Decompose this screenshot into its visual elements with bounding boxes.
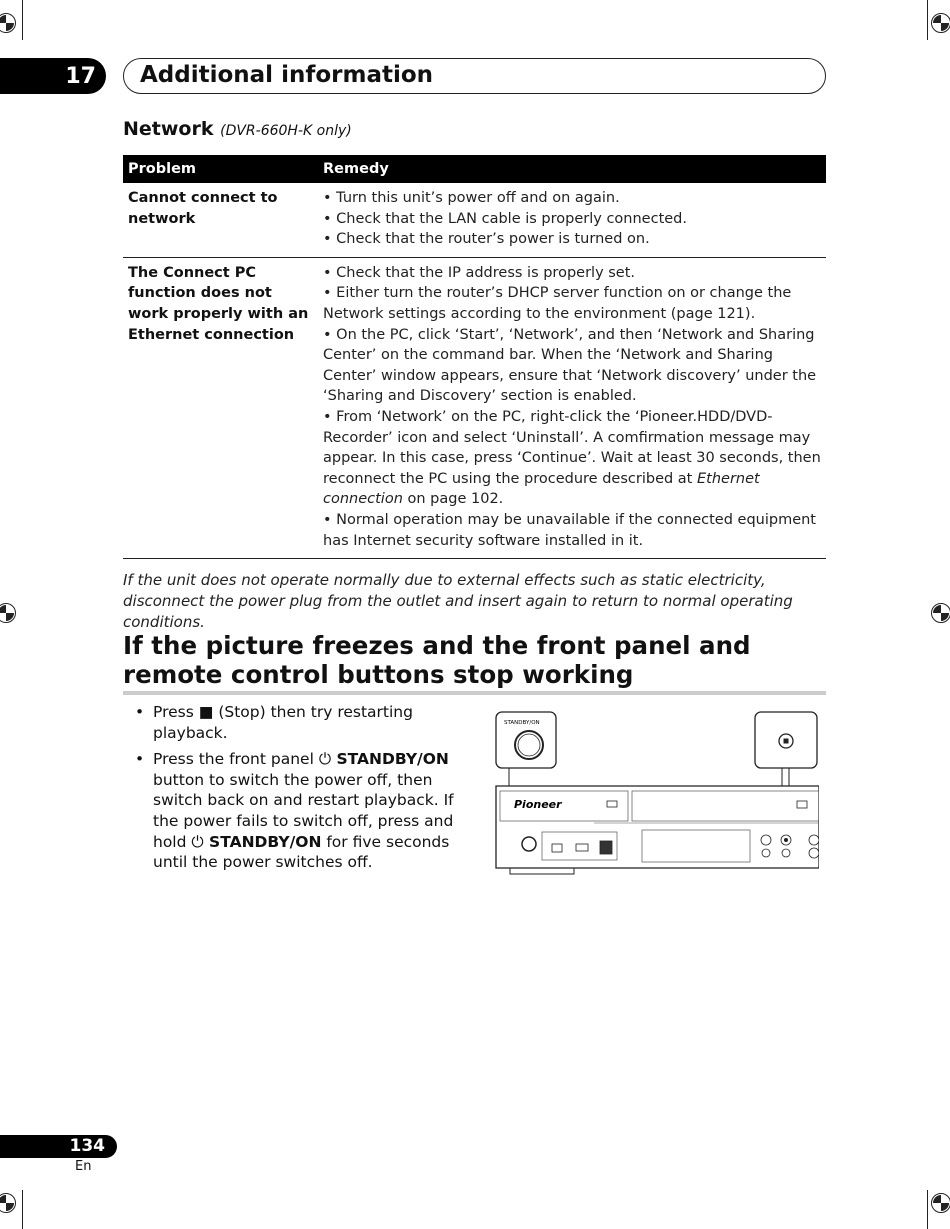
section-heading-label: Network bbox=[123, 118, 214, 140]
front-panel-diagram bbox=[494, 710, 819, 880]
remedy-item bbox=[323, 407, 821, 510]
table-header-row bbox=[123, 155, 826, 183]
standby-callout-label: STANDBY/ON bbox=[504, 720, 540, 726]
column-header-problem: Problem bbox=[123, 155, 318, 183]
chapter-number-tab: 17 bbox=[0, 58, 106, 94]
remedy-text: on page 102. bbox=[402, 491, 504, 508]
freeze-section-heading: If the picture freezes and the front panel and remote control buttons stop working bbox=[123, 631, 751, 689]
registration-mark-top-left bbox=[0, 10, 19, 36]
registration-mark-top-right bbox=[928, 10, 950, 36]
remedy-item: • Turn this unit’s power off and on again. bbox=[323, 190, 620, 206]
page-number: 134 bbox=[0, 1135, 117, 1158]
trim-line bbox=[927, 0, 928, 40]
problem-cell: Cannot connect to network bbox=[123, 183, 318, 257]
model-note: (DVR-660H-K only) bbox=[220, 123, 352, 139]
remedy-item: • Check that the IP address is properly set. bbox=[323, 264, 636, 281]
remedy-item: • Normal operation may be unavailable if the connected equipment has Internet security software installed in it. bbox=[323, 511, 816, 549]
heading-underline bbox=[123, 691, 826, 695]
chapter-title: Additional information bbox=[123, 58, 826, 94]
troubleshooting-table bbox=[123, 155, 826, 559]
stop-icon: ■ bbox=[198, 703, 214, 721]
stop-button-icon bbox=[784, 739, 789, 744]
list-item: • Press ■ (Stop) then try restarting playback. bbox=[135, 703, 413, 742]
remedy-text: • From ‘Network’ on the PC, right-click the ‘Pioneer.HDD/DVD-Recorder’ icon and select ‘Uninstall’. A comfirmation message may appear. In this case, press ‘Continue’. Wait at least 30 seconds, then reconnect the PC using the procedure described at bbox=[323, 408, 821, 487]
trim-line bbox=[22, 0, 23, 40]
power-icon: ⏻ bbox=[191, 832, 204, 851]
language-code: En bbox=[75, 1159, 92, 1174]
remedy-item: • Check that the LAN cable is properly connected. bbox=[323, 210, 687, 227]
list-item: • Press the front panel ⏻ STANDBY/ON button to switch the power off, then switch back on and restart playback. If the power fails to switch off, press and hold ⏻ STANDBY/ON for five seconds until the power switches off. bbox=[135, 750, 454, 872]
registration-mark-bottom-left bbox=[0, 1190, 19, 1216]
remedy-cell bbox=[318, 183, 826, 257]
remedy-item: • On the PC, click ‘Start’, ‘Network’, and then ‘Network and Sharing Center’ on the command bar. When the ‘Network and Sharing Center’ window appears, ensure that ‘Network discovery’ under the ‘Sharing and Discovery’ section is enabled. bbox=[323, 326, 817, 405]
trim-line bbox=[927, 1190, 928, 1229]
remedy-cell bbox=[318, 257, 826, 558]
pioneer-logo: Pioneer bbox=[514, 798, 562, 811]
table-row bbox=[123, 257, 826, 558]
registration-mark-mid-right bbox=[928, 600, 950, 626]
remedy-item: • Check that the router’s power is turned on. bbox=[323, 231, 650, 248]
remedy-item: • Either turn the router’s DHCP server function on or change the Network settings according to the environment (page 121). bbox=[323, 285, 792, 322]
problem-cell: The Connect PC function does not work properly with an Ethernet connection bbox=[123, 257, 318, 558]
static-electricity-note: If the unit does not operate normally due to external effects such as static electricity, disconnect the power plug from the outlet and insert again to return to normal operating conditions. bbox=[123, 571, 793, 631]
column-header-remedy: Remedy bbox=[318, 155, 826, 183]
section-heading-network bbox=[123, 118, 352, 140]
freeze-steps-list bbox=[135, 702, 455, 879]
table-row bbox=[123, 183, 826, 257]
registration-mark-mid-left bbox=[0, 600, 19, 626]
trim-line bbox=[22, 1190, 23, 1229]
cross-reference-link-text: Ethernet connection bbox=[323, 470, 760, 508]
registration-mark-bottom-right bbox=[928, 1190, 950, 1216]
power-icon: ⏻ bbox=[318, 750, 332, 769]
